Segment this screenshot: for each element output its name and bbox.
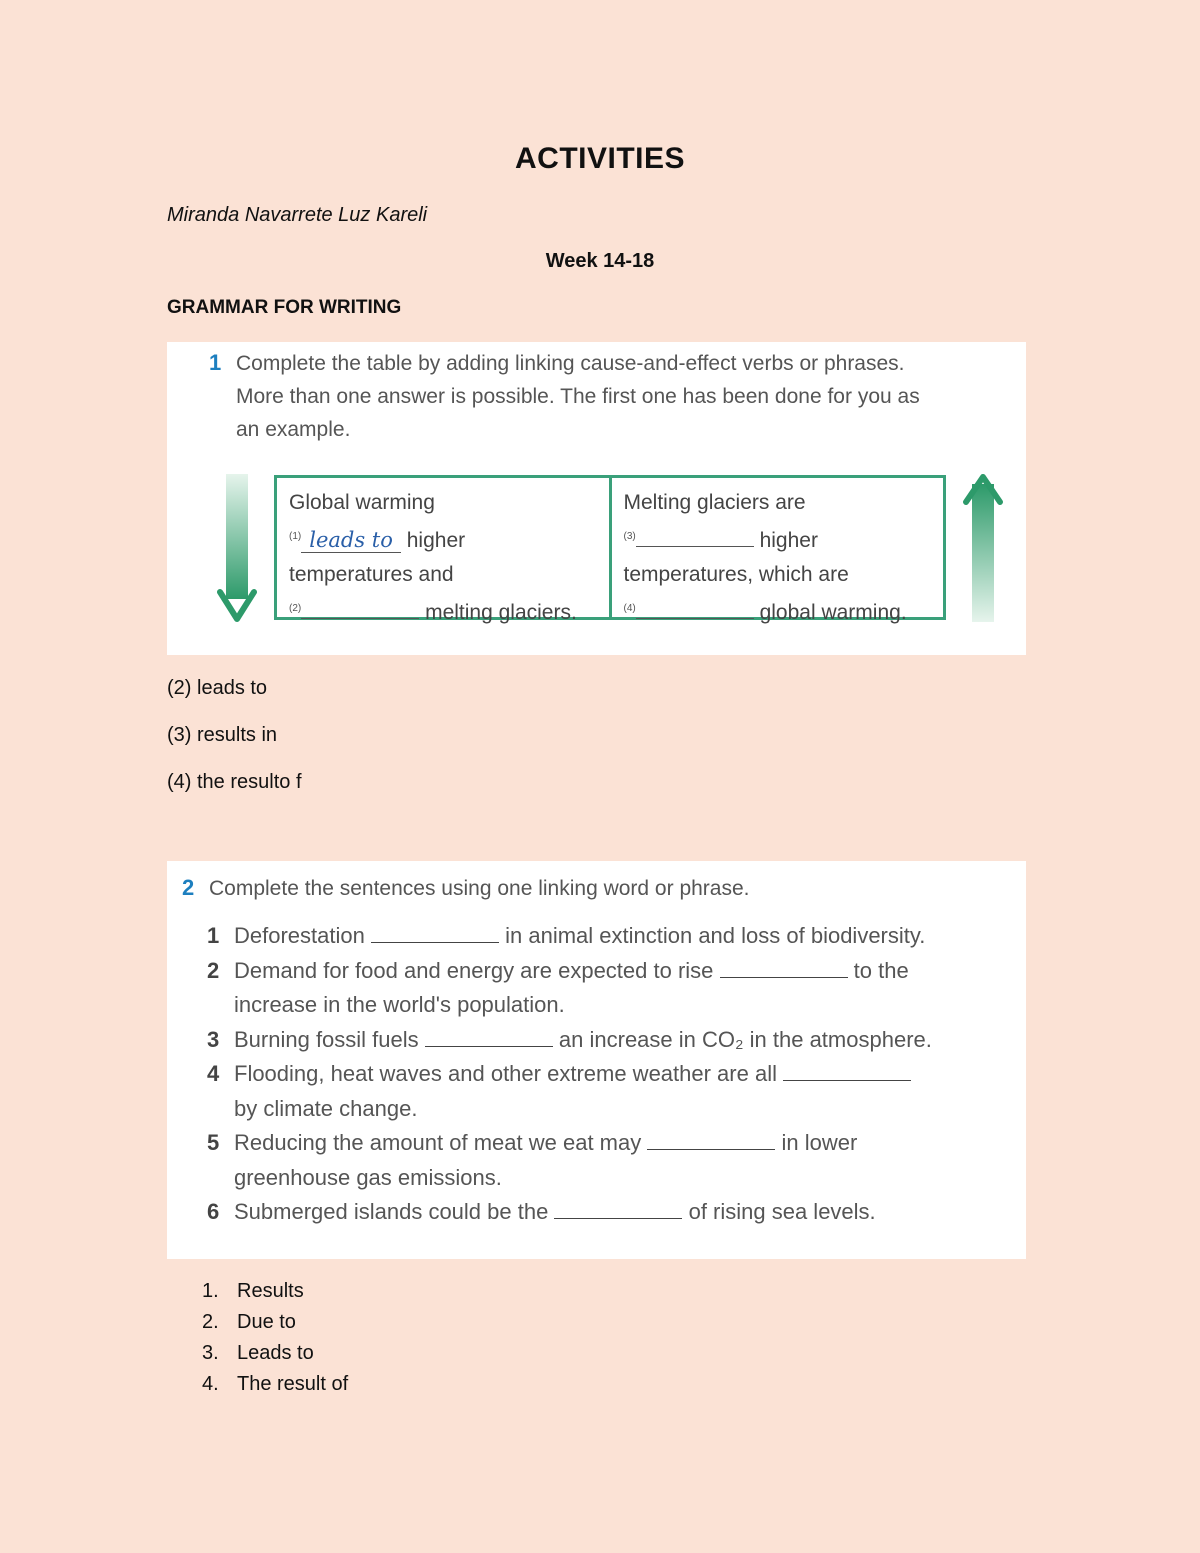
exercise-2-answers (202, 1276, 348, 1400)
answer-text: Due to (237, 1311, 296, 1333)
answer-blank (636, 528, 754, 547)
answer-line: (4) the resulto f (167, 771, 302, 793)
exercise-1-answers (167, 665, 302, 806)
author-name: Miranda Navarrete Luz Kareli (167, 204, 428, 226)
sentence-part: Submerged islands could be the (234, 1199, 549, 1224)
cell-text: Global warming (289, 491, 435, 514)
exercise-1-image (167, 342, 1026, 655)
exercise-number: 2 (182, 875, 195, 900)
arrow-down-icon (217, 474, 257, 624)
list-item (207, 1126, 1024, 1195)
instruction-line: Complete the table by adding linking cause-and-effect verbs or phrases. (236, 352, 905, 375)
answer-blank (425, 1030, 553, 1047)
section-heading: GRAMMAR FOR WRITING (167, 297, 402, 318)
cell-text: temperatures, which are (623, 563, 849, 586)
item-number: 3 (207, 1026, 220, 1052)
blank-marker: (1) (289, 531, 302, 542)
answer-blank (554, 1202, 682, 1219)
sentence-part: Deforestation (234, 923, 365, 948)
cell-text: melting glaciers. (425, 601, 577, 624)
handwritten-answer: leads to (301, 528, 401, 553)
exercise-2-image (167, 861, 1026, 1259)
sentence-part: in lower (781, 1130, 858, 1155)
sentence-part: by climate change. (234, 1095, 418, 1121)
item-text (234, 1023, 1024, 1058)
item-number: 2 (207, 957, 220, 983)
cause-effect-table (274, 475, 946, 624)
blank-marker: (4) (623, 603, 636, 614)
cell-text: global warming. (759, 601, 907, 624)
answer-blank (371, 926, 499, 943)
exercise-instruction: Complete the sentences using one linking word or phrase. (209, 877, 750, 900)
list-item (202, 1338, 348, 1369)
answer-number: 1. (202, 1280, 219, 1302)
item-text (234, 954, 1024, 1023)
list-item (202, 1276, 348, 1307)
page-title: ACTIVITIES (514, 142, 685, 175)
exercise-instruction (236, 347, 920, 446)
item-text (234, 1057, 1024, 1126)
cell-text: Melting glaciers are (623, 491, 806, 514)
sentence-part: Reducing the amount of meat we eat may (234, 1130, 642, 1155)
list-item (207, 1057, 1024, 1126)
item-number: 6 (207, 1199, 220, 1224)
answer-blank (301, 600, 419, 619)
blank-marker: (2) (289, 603, 302, 614)
sentence-part: Burning fossil fuels (234, 1026, 419, 1052)
sentence-list (207, 919, 1024, 1230)
answer-number: 3. (202, 1342, 219, 1364)
sentence-part: an increase in CO₂ in the atmosphere. (558, 1026, 932, 1052)
list-item (207, 1023, 1024, 1058)
cell-text: higher (406, 529, 466, 552)
item-text (234, 1126, 1024, 1195)
answer-text: Leads to (237, 1342, 314, 1364)
item-number: 5 (207, 1130, 220, 1155)
blank-marker: (3) (623, 531, 636, 542)
week-label: Week 14-18 (545, 250, 655, 272)
list-item (207, 954, 1024, 1023)
cell-line (624, 520, 932, 558)
cell-text: higher (759, 529, 818, 552)
exercise-number: 1 (209, 350, 222, 375)
answer-text: The result of (237, 1373, 349, 1395)
answer-blank (647, 1133, 775, 1150)
table-cell-left (277, 478, 609, 624)
answer-line: (3) results in (167, 724, 278, 746)
cell-text: temperatures and (289, 563, 454, 586)
table-cell-right (609, 478, 944, 624)
cell-line (624, 592, 932, 630)
item-number: 1 (207, 923, 220, 948)
answer-number: 4. (202, 1373, 219, 1395)
arrow-up-icon (963, 474, 1003, 624)
sentence-part: greenhouse gas emissions. (234, 1164, 502, 1190)
list-item (202, 1307, 348, 1338)
list-item (207, 919, 1024, 954)
answer-blank (720, 961, 848, 978)
cell-line (289, 520, 597, 558)
answer-line: (2) leads to (167, 677, 268, 699)
answer-blank (783, 1064, 911, 1081)
sentence-part: increase in the world's population. (234, 992, 565, 1017)
instruction-line: More than one answer is possible. The first one has been done for you as (236, 385, 920, 408)
answer-number: 2. (202, 1311, 219, 1333)
answer-blank (636, 600, 754, 619)
instruction-line: an example. (236, 418, 351, 441)
list-item (207, 1195, 1024, 1230)
item-text (234, 919, 1024, 954)
cell-line (289, 592, 597, 630)
sentence-part: in animal extinction and loss of biodiversity. (505, 923, 926, 948)
answer-text: Results (237, 1280, 304, 1302)
sentence-part: Demand for food and energy are expected to rise (234, 957, 714, 983)
sentence-part: to the (853, 957, 909, 983)
list-item (202, 1369, 348, 1400)
sentence-part: Flooding, heat waves and other extreme weather are all (234, 1061, 777, 1086)
sentence-part: of rising sea levels. (688, 1199, 876, 1224)
item-text (234, 1195, 1024, 1230)
item-number: 4 (207, 1061, 220, 1086)
